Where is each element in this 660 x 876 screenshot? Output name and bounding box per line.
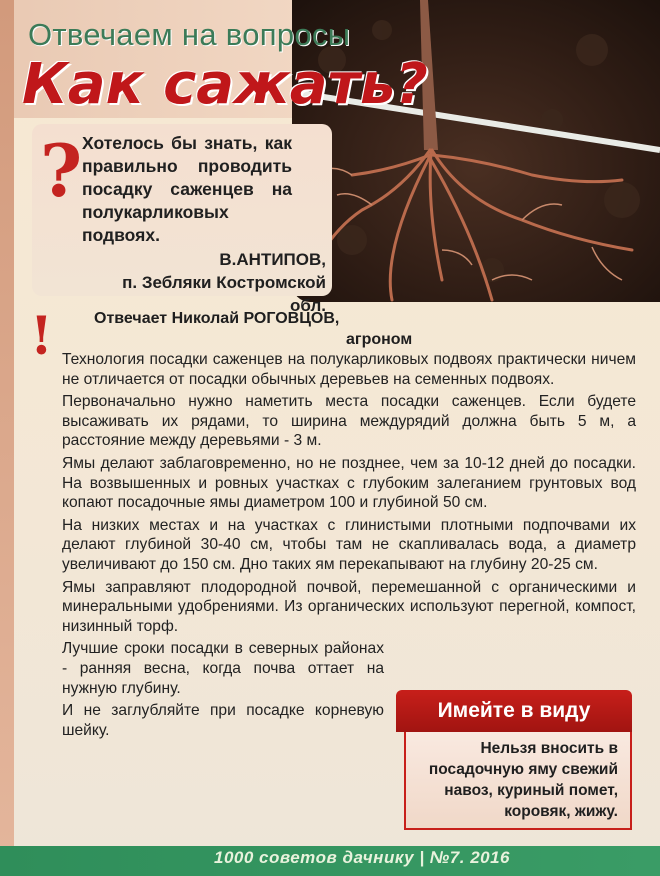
answer-paragraph: Лучшие сроки посадки в северных районах - ранняя весна, когда почва оттает на нужную глубину. — [62, 640, 384, 697]
page-title: Как сажать? — [22, 52, 428, 117]
exclamation-mark-icon: ! — [30, 306, 53, 367]
author-place: п. Зебляки Костромской обл. — [122, 273, 326, 315]
answer-byline: Отвечает Николай РОГОВЦОВ, — [94, 310, 340, 327]
left-edge-band — [0, 0, 14, 876]
question-author — [90, 248, 326, 317]
note-text: Нельзя вносить в посадочную яму свежий навоз, куриный помет, коровяк, жижу. — [404, 732, 632, 830]
answer-paragraph: Первоначально нужно наметить места посадки саженцев. Если будете высаживать их рядами, то ширина междурядий должна быть 5 м, а расстояние между деревьями - 3 м. — [62, 393, 636, 450]
answer-paragraph: Ямы заправляют плодородной почвой, перемешанной с органическими и минеральными удобрениями. Из органических используют перегной, компост, низинный торф. — [62, 578, 636, 635]
note-box — [396, 690, 632, 830]
answer-paragraph: И не заглубляйте при посадке корневую шейку. — [62, 702, 384, 739]
note-title: Имейте в виду — [396, 690, 632, 732]
answer-paragraph: Ямы делают заблаговременно, но не позднее, чем за 10-12 дней до посадки. На возвышенных и ровных участках с глубоким залеганием грунтовых вод копают посадочные ямы диаметром 100 и глубиной 50 см. — [62, 454, 636, 512]
question-mark-icon: ? — [40, 128, 83, 213]
answer-paragraph: Технология посадки саженцев на полукарликовых подвоях практически ничем не отличается от посадки обычных деревьев на семенных подвоях. — [62, 351, 636, 388]
answer-body — [62, 350, 636, 743]
answer-role: агроном — [346, 331, 413, 348]
author-name: В.АНТИПОВ, — [219, 250, 326, 269]
reader-question: Хотелось бы знать, как правильно проводить посадку саженцев на полукарликовых подвоях. — [82, 133, 292, 245]
answer-paragraph: На низких местах и на участках с глинистыми плотными подпочвами их делают глубиной 30-40 см, чтобы там не скапливалась вода, а диаметр увеличивают до 150 см. Дно таких ям перекапывают на глубину 20-25 см. — [62, 516, 636, 573]
footer-issue: 1000 советов дачнику | №7. 2016 — [214, 848, 511, 867]
section-kicker: Отвечаем на вопросы — [28, 17, 351, 52]
